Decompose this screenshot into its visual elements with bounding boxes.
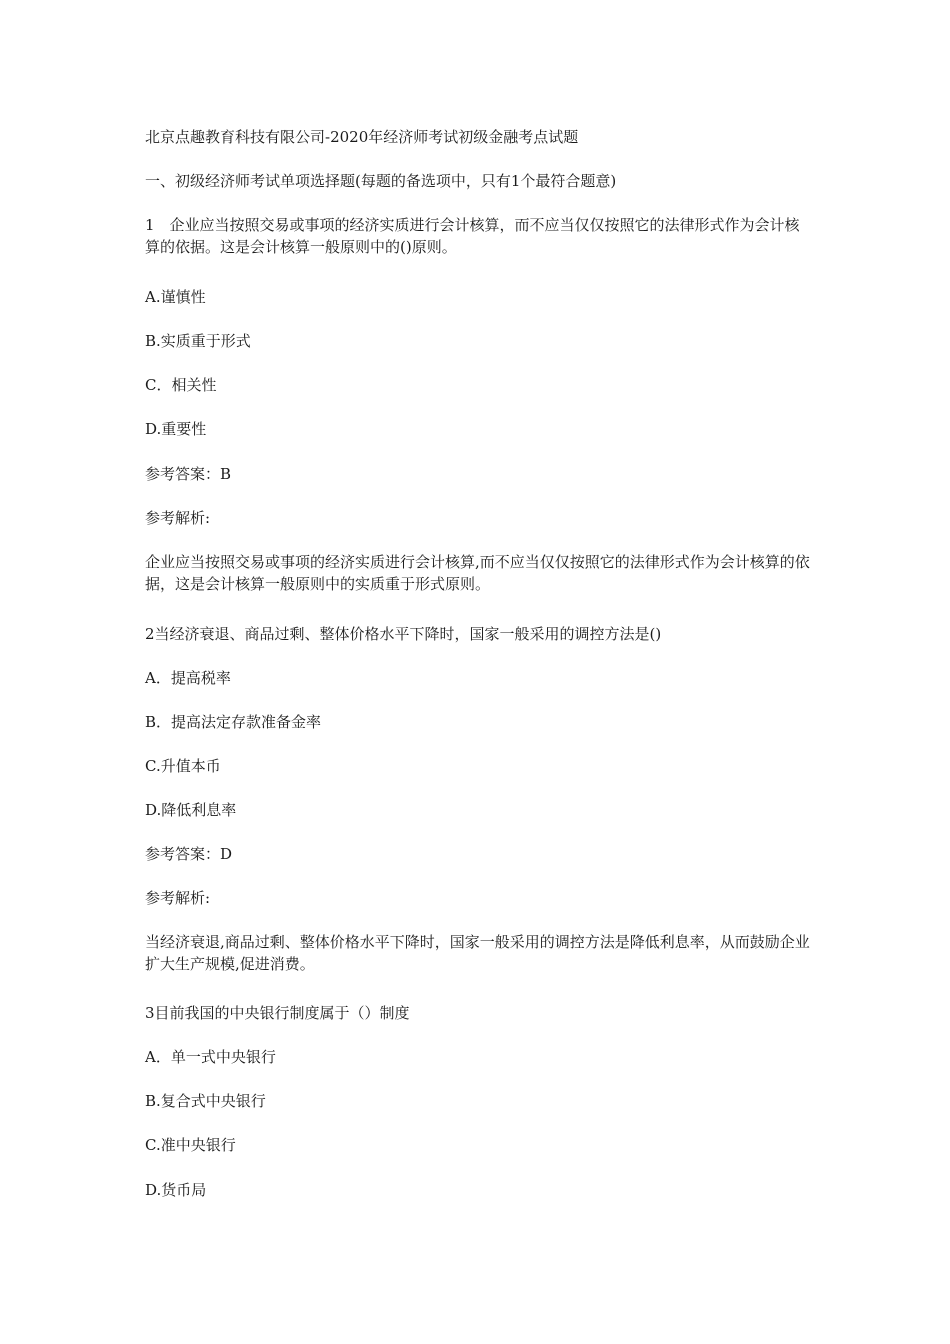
question-2-option-b: B．提高法定存款准备金率 — [145, 713, 322, 731]
question-1-option-b: B.实质重于形式 — [145, 332, 251, 350]
question-2-analysis-label: 参考解析: — [145, 889, 211, 907]
question-3-option-d: D.货币局 — [145, 1181, 207, 1199]
question-1-option-d: D.重要性 — [145, 420, 207, 438]
question-2-option-d: D.降低利息率 — [145, 801, 237, 819]
question-2-answer: 参考答案：D — [145, 845, 233, 863]
question-3-option-a: A．单一式中央银行 — [145, 1048, 276, 1066]
question-1-analysis: 企业应当按照交易或事项的经济实质进行会计核算,而不应当仅仅按照它的法律形式作为会计核算的依据，这是会计核算一般原则中的实质重于形式原则。 — [145, 553, 810, 593]
question-1-option-a: A.谨慎性 — [145, 288, 206, 306]
question-3-option-b: B.复合式中央银行 — [145, 1092, 266, 1110]
question-2-analysis: 当经济衰退,商品过剩、整体价格水平下降时，国家一般采用的调控方法是降低利息率，从而鼓励企业扩大生产规模,促进消费。 — [145, 933, 810, 973]
question-1-option-c: C．相关性 — [145, 376, 217, 394]
question-2-option-a: A．提高税率 — [145, 669, 231, 687]
question-3-option-c: C.准中央银行 — [145, 1136, 236, 1154]
question-1-answer: 参考答案：B — [145, 465, 232, 483]
question-1-analysis-label: 参考解析: — [145, 509, 211, 527]
question-2-stem: 2当经济衰退、商品过剩、整体价格水平下降时，国家一般采用的调控方法是() — [145, 625, 662, 643]
section-heading: 一、初级经济师考试单项选择题(每题的备选项中，只有1个最符合题意) — [145, 172, 617, 190]
question-1-stem: 1 企业应当按照交易或事项的经济实质进行会计核算，而不应当仅仅按照它的法律形式作为会计核算的依据。这是会计核算一般原则中的()原则。 — [145, 216, 800, 256]
question-2-option-c: C.升值本币 — [145, 757, 221, 775]
question-3-stem: 3目前我国的中央银行制度属于（）制度 — [145, 1004, 410, 1022]
document-title: 北京点趣教育科技有限公司-2020年经济师考试初级金融考点试题 — [145, 128, 579, 146]
